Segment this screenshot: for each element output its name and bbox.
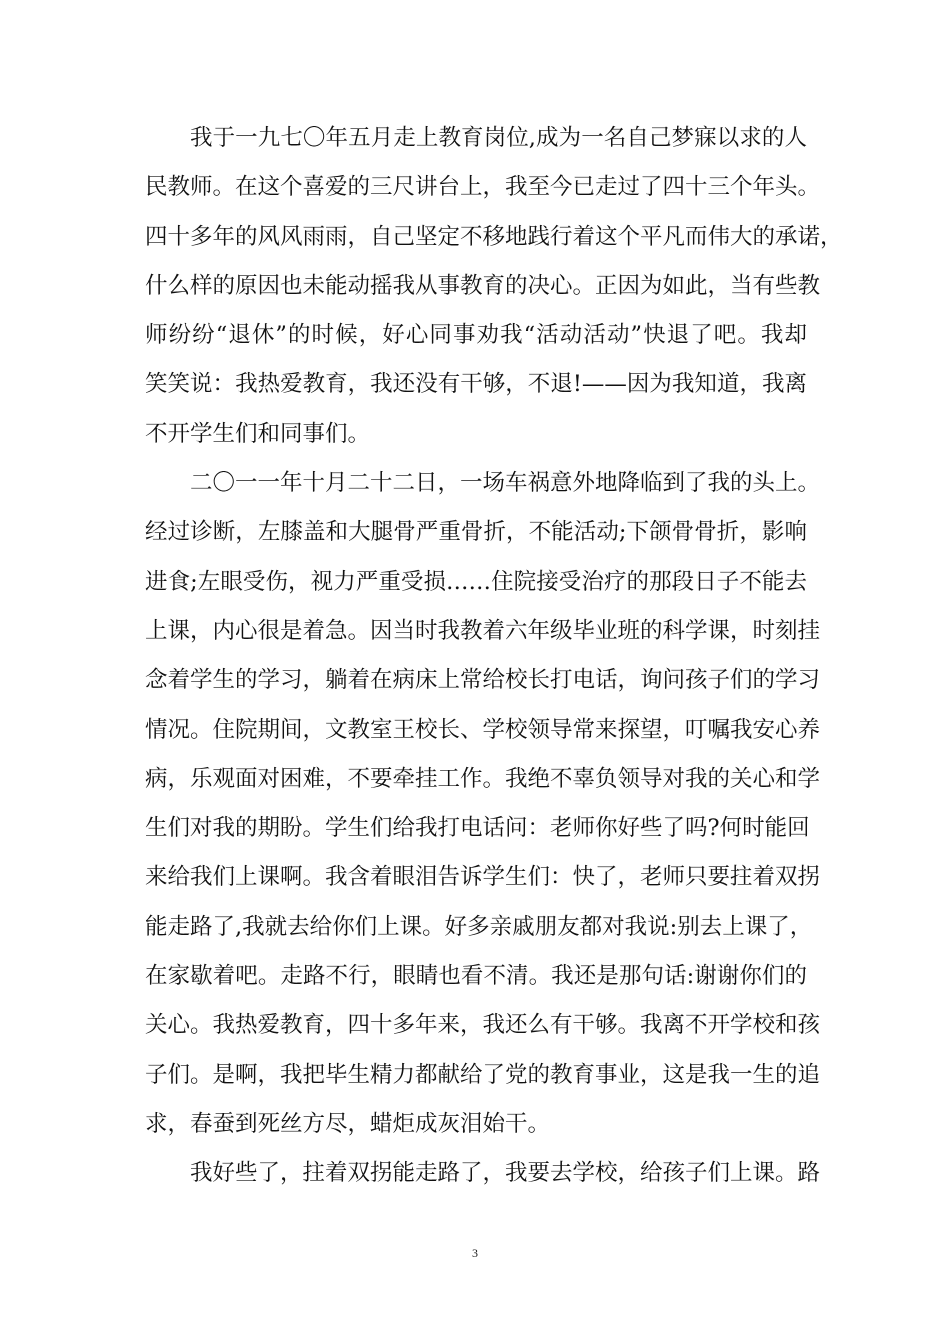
paragraph-2-line-13: 子们。是啊，我把毕生精力都献给了党的教育事业，这是我一生的追 — [145, 1061, 821, 1088]
paragraph-2-line-1: 二〇一一年十月二十二日，一场车祸意外地降临到了我的头上。 — [190, 470, 821, 497]
paragraph-2-line-10: 能走路了,我就去给你们上课。好多亲戚朋友都对我说:别去上课了， — [145, 913, 813, 940]
paragraph-1-line-4: 什么样的原因也未能动摇我从事教育的决心。正因为如此，当有些教 — [145, 272, 821, 299]
paragraph-1-line-7: 不开学生们和同事们。 — [145, 420, 371, 447]
paragraph-2-line-5: 念着学生的学习，躺着在病床上常给校长打电话，询问孩子们的学习 — [145, 667, 821, 694]
paragraph-2-line-14: 求，春蚕到死丝方尽，蜡炬成灰泪始干。 — [145, 1110, 551, 1137]
paragraph-1-line-3: 四十多年的风风雨雨，自己坚定不移地践行着这个平凡而伟大的承诺， — [145, 223, 843, 250]
paragraph-2-line-3: 进食;左眼受伤，视力严重受损……住院接受治疗的那段日子不能去 — [145, 568, 807, 595]
paragraph-1-line-2: 民教师。在这个喜爱的三尺讲台上，我至今已走过了四十三个年头。 — [145, 174, 821, 201]
paragraph-2-line-11: 在家歇着吧。走路不行，眼睛也看不清。我还是那句话:谢谢你们的 — [145, 963, 807, 990]
paragraph-1-line-1: 我于一九七〇年五月走上教育岗位,成为一名自己梦寐以求的人 — [190, 125, 807, 151]
paragraph-2-line-12: 关心。我热爱教育，四十多年来，我还么有干够。我离不开学校和孩 — [145, 1012, 821, 1039]
paragraph-2-line-2: 经过诊断，左膝盖和大腿骨严重骨折，不能活动;下颌骨骨折，影响 — [145, 519, 807, 546]
paragraph-1-line-5: 师纷纷“退休”的时候，好心同事劝我“活动活动”快退了吧。我却 — [145, 322, 807, 349]
paragraph-1-line-6: 笑笑说：我热爱教育，我还没有干够，不退!——因为我知道，我离 — [145, 371, 807, 398]
page-number: 3 — [472, 1246, 478, 1260]
paragraph-3-line-1: 我好些了，拄着双拐能走路了，我要去学校，给孩子们上课。路 — [190, 1160, 821, 1187]
paragraph-2-line-7: 病，乐观面对困难，不要牵挂工作。我绝不辜负领导对我的关心和学 — [145, 765, 821, 792]
paragraph-2-line-4: 上课，内心很是着急。因当时我教着六年级毕业班的科学课，时刻挂 — [145, 617, 821, 644]
paragraph-2-line-8: 生们对我的期盼。学生们给我打电话问：老师你好些了吗?何时能回 — [145, 815, 810, 842]
paragraph-2-line-9: 来给我们上课啊。我含着眼泪告诉学生们：快了，老师只要拄着双拐 — [145, 864, 821, 891]
paragraph-2-line-6: 情况。住院期间，文教室王校长、学校领导常来探望，叮嘱我安心养 — [145, 716, 821, 743]
body-text — [145, 114, 843, 1199]
